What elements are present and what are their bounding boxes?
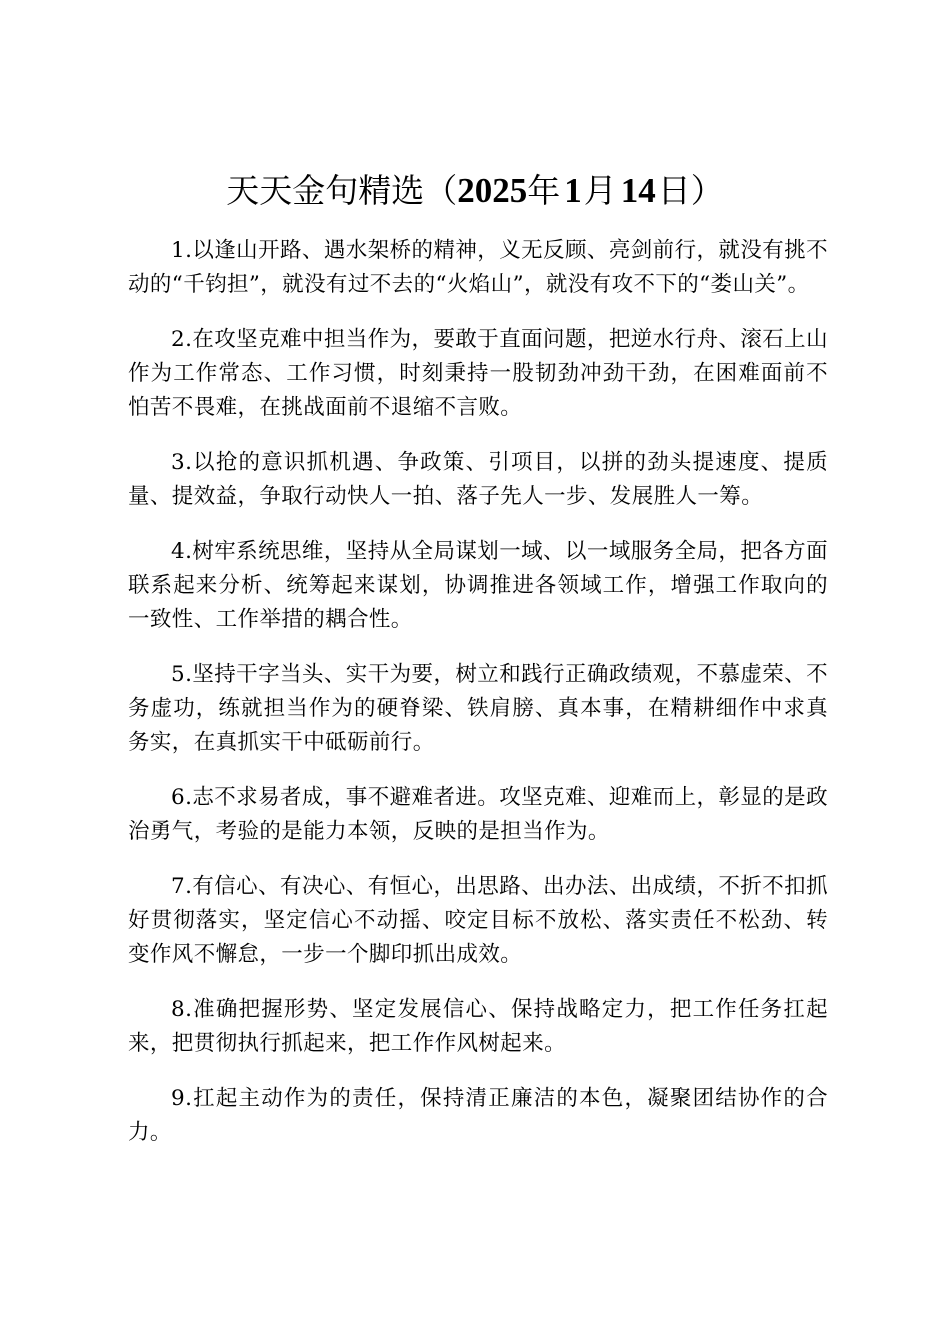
title-year-unit: 年: [527, 171, 561, 210]
title-month: 1: [564, 171, 582, 210]
quote-item: 7.有信心、有决心、有恒心，出思路、出办法、出成绩，不折不扣抓好贯彻落实，坚定信心不动摇、咬定目标不放松、落实责任不松劲、转变作风不懈怠，一步一个脚印抓出成效。: [128, 874, 828, 967]
quote-item: 9.扛起主动作为的责任，保持清正廉洁的本色，凝聚团结协作的合力。: [128, 1086, 828, 1145]
title-year: 2025: [457, 171, 528, 210]
title-day: 14: [620, 171, 656, 210]
quote-item: 8.准确把握形势、坚定发展信心、保持战略定力，把工作任务扛起来，把贯彻执行抓起来，把工作作风树起来。: [128, 997, 828, 1056]
quote-list: [128, 234, 828, 1171]
quote-item: 5.坚持干字当头、实干为要，树立和践行正确政绩观，不慕虚荣、不务虚功，练就担当作为的硬脊梁、铁肩膀、真本事，在精耕细作中求真务实，在真抓实干中砥砺前行。: [128, 662, 828, 755]
title-suffix: 日）: [657, 171, 724, 210]
title-prefix: 天天金句精选（: [226, 171, 458, 210]
quote-item: 4.树牢系统思维，坚持从全局谋划一域、以一域服务全局，把各方面联系起来分析、统筹起来谋划，协调推进各领域工作，增强工作取向的一致性、工作举措的耦合性。: [128, 539, 828, 632]
quote-item: 3.以抢的意识抓机遇、争政策、引项目，以拼的劲头提速度、提质量、提效益，争取行动快人一拍、落子先人一步、发展胜人一筹。: [128, 450, 828, 509]
quote-item: 1.以逢山开路、遇水架桥的精神，义无反顾、亮剑前行，就没有挑不动的“千钧担”，就没有过不去的“火焰山”，就没有攻不下的“娄山关”。: [128, 238, 828, 297]
title-month-unit: 月: [583, 171, 617, 210]
quote-item: 6.志不求易者成，事不避难者进。攻坚克难、迎难而上，彰显的是政治勇气，考验的是能力本领，反映的是担当作为。: [128, 785, 828, 844]
quote-item: 2.在攻坚克难中担当作为，要敢于直面问题，把逆水行舟、滚石上山作为工作常态、工作习惯，时刻秉持一股韧劲冲劲干劲，在困难面前不怕苦不畏难，在挑战面前不退缩不言败。: [128, 327, 828, 420]
page-title: [0, 166, 950, 216]
